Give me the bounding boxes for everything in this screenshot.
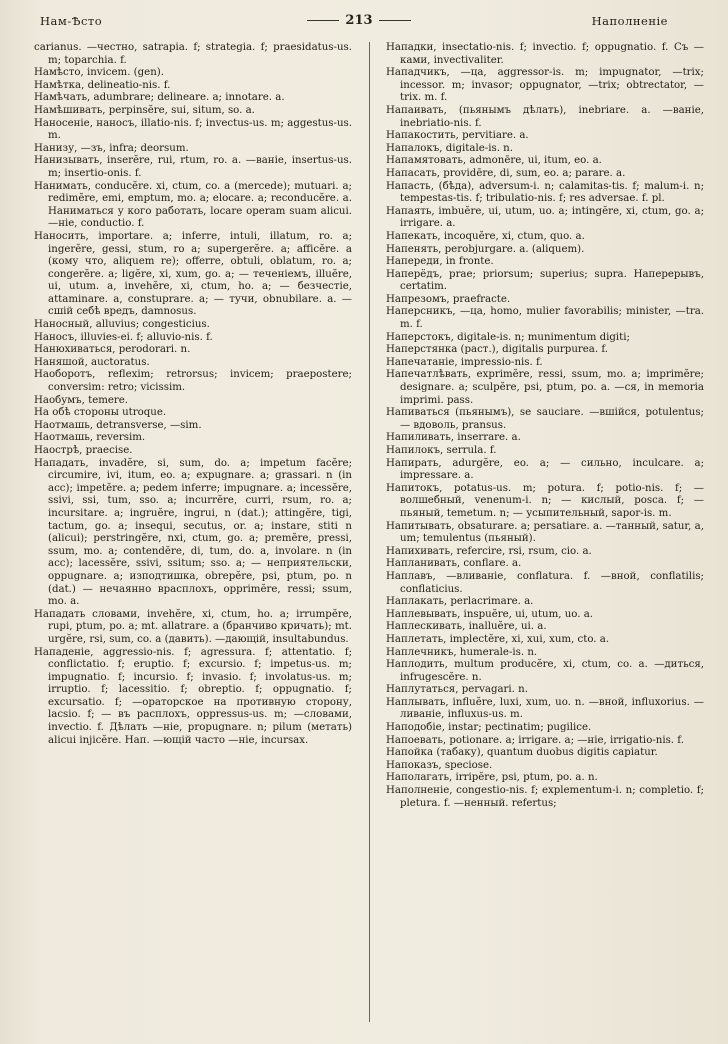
dictionary-entry: Намѣтка, delineatio-nis. f. <box>34 79 171 91</box>
dictionary-entry: Намѣсто, invicem. (gen). <box>34 67 164 79</box>
dictionary-entry: Напалокъ, digitale-is. n. <box>386 142 513 154</box>
dictionary-entry: Наносить, importare. a; inferre, intuli, illatum, ro. a; ingerĕre, gessi, stum, ro a; supergerĕre. a; afficĕre. a (кому что, aliquem re); offerre, obtuli, oblatum, ro. a; congerĕre. a; ligĕre, xi, xum, go. a; — теченіемъ, illuĕre, ui, utum. a, invehĕre, xi, ctum, ho. a; — безчестіе, attaminare. a, constuprare. a; — тучи, obnubilare. a. —сшій себѣ вредъ, damnosus. <box>34 230 352 318</box>
dictionary-entry: Напекать, incoquĕre, xi, ctum, quo. a. <box>386 230 585 242</box>
dictionary-entry: Напирать, adurgĕre, eo. a; — сильно, inculcare. a; impressare. a. <box>386 457 704 482</box>
dictionary-entry: Напаивать, (пьянымъ дѣлать), inebriare. a. —ваніе, inebriatio-nis. f. <box>386 104 704 129</box>
dictionary-entry: Напенять, perobjurgare. a. (aliquem). <box>386 243 585 255</box>
right-column <box>386 42 704 810</box>
dictionary-entry: Напланивать, conflare. a. <box>386 558 522 570</box>
column-divider <box>369 42 370 1022</box>
page-number: 213 <box>30 13 688 28</box>
dictionary-entry: Напоказъ, speciose. <box>386 759 493 771</box>
dictionary-entry: Наплескивать, inalluĕre, ui. a. <box>386 621 547 633</box>
dictionary-entry: Напамятовать, admonēre, ui, itum, eo. a. <box>386 155 602 167</box>
dictionary-entry: Напоевать, potionare. a; irrigare. a; —ніе, irrigatio-nis. f. <box>386 734 684 746</box>
dictionary-entry: Нанимать, conducĕre. xi, ctum, co. a (mercede); mutuari. a; redimĕre, emi, emptum, mo. a; elocare. a; reconducĕre. a. Наниматься у кого работать, locare operam suam alicui. —ніе, conductio. f. <box>34 180 352 230</box>
dictionary-entry: Наперстокъ, digitale-is. n; munimentum digiti; <box>386 331 630 343</box>
dictionary-entry: Напойка (табаку), quantum duobus digitis capiatur. <box>386 747 658 759</box>
header-catchword-right: Наполненіе <box>591 14 668 28</box>
dictionary-entry: Наносъ, illuvies-ei. f; alluvio-nis. f. <box>34 331 213 343</box>
dictionary-entry: Намѣшивать, perpinsĕre, sui, situm, so. a. <box>34 104 255 116</box>
dictionary-entry: Напихивать, refercire, rsi, rsum, cio. a. <box>386 545 592 557</box>
dictionary-entry: Нападки, insectatio-nis. f; invectio. f; oppugnatio. f. Съ —ками, invectivaliter. <box>386 42 704 66</box>
dictionary-entry: Наняшой, auctoratus. <box>34 356 150 368</box>
dictionary-entry: Нанизывать, inserĕre, rui, rtum, ro. a. —ваніе, insertus-us. m; insertio-onis. f. <box>34 155 352 179</box>
dictionary-entry: Наполненіе, congestio-nis. f; explementum-i. n; completio. f; pletura. f. —ненный. refertus; <box>386 785 704 809</box>
dictionary-entry: Наполагать, irripĕre, psi, ptum, po. a. n. <box>386 772 598 784</box>
dictionary-entry: Напитокъ, potatus-us. m; potura. f; potio-nis. f; — волшебный, venenum-i. n; — кислый, posca. f; — пьяный, temetum. n; — усыпительный, sapor-is. m. <box>386 482 704 519</box>
header-catchword-left: Нам-Ѣсто <box>40 14 103 28</box>
dictionary-entry: Наплутаться, pervagari. n. <box>386 684 528 696</box>
dictionary-entry: Намѣчать, adumbrare; delineare. a; innotare. a. <box>34 92 285 104</box>
dictionary-entry: Нанизу, —зъ, infra; deorsum. <box>34 142 189 154</box>
dictionary-entry: Наплетать, implectĕre, xi, xui, xum, cto. a. <box>386 633 610 645</box>
dictionary-entry: carianus. —честно, satrapia. f; strategia. f; praesidatus-us. m; toparchia. f. <box>34 42 352 66</box>
dictionary-entry: Нападчикъ, —ца, aggressor-is. m; impugnator, —trix; incessor. m; invasor; oppugnator, —trix; obtrectator, —trix. m. f. <box>386 67 704 104</box>
dictionary-entry: Напасть, (бѣда), adversum-i. n; calamitas-tis. f; malum-i. n; tempestas-tis. f; tribulatio-nis. f; res adversae. f. pl. <box>386 180 704 205</box>
dictionary-entry: Напрезомъ, praefracte. <box>386 293 511 305</box>
dictionary-entry: Нападать словами, invehĕre, xi, ctum, ho. a; irrumpĕre, rupi, ptum, po. a; mt. allatrare. a (бранчиво кричать); mt. urgĕre, rsi, sum, co. a (давить). —дающій, insultabundus. <box>34 608 352 645</box>
dictionary-entry: Напаять, imbuĕre, ui, utum, uo. a; intingĕre, xi, ctum, go. a; irrigare. a. <box>386 205 704 230</box>
dictionary-entry: Нанюхиваться, perodorari. n. <box>34 344 191 356</box>
page-header <box>30 14 688 34</box>
dictionary-entry: Наоборотъ, reflexim; retrorsus; invicem; praepostere; conversim: retro; vicissim. <box>34 369 352 394</box>
dictionary-entry: Наплевывать, inspuĕre, ui, utum, uo. a. <box>386 608 594 620</box>
dictionary-entry: Напиваться (пьянымъ), se sauciare. —вшійся, potulentus; — вдоволь, pransus. <box>386 407 704 431</box>
dictionary-entry: Наплодить, multum producĕre, xi, ctum, co. a. —диться, infrugescĕre. n. <box>386 659 704 683</box>
dictionary-entry: Наперсникъ, —ца, homo, mulier favorabilis; minister, —tra. m. f. <box>386 306 704 331</box>
dictionary-entry: Напиливать, inserrare. a. <box>386 432 521 444</box>
dictionary-entry: Наносный, alluvius; congesticius. <box>34 319 210 331</box>
dictionary-entry: Наострѣ, praecise. <box>34 445 133 456</box>
dictionary-entry: Наплакать, perlacrimare. a. <box>386 596 534 608</box>
dictionary-entry: Наотмашь, detransverse, —sim. <box>34 419 202 431</box>
dictionary-entry: Наотмашь, reversim. <box>34 432 146 444</box>
dictionary-entry: Наперстянка (раст.), digitalis purpurea. f. <box>386 344 608 356</box>
dictionary-entry: Наносеніе, наносъ, illatio-nis. f; invectus-us. m; aggestus-us. m. <box>34 117 352 142</box>
dictionary-entry: Напечатлѣвать, exprimĕre, ressi, ssum, mo. a; imprimĕre; designare. a; sculpĕre, psi, ptum, po. a. —ся, in memoria imprimi. pass. <box>386 369 704 406</box>
dictionary-entry: Наплавъ, —вливаніе, conflatura. f. —вной, conflatilis; conflaticius. <box>386 570 704 595</box>
dictionary-entry: Напечатаніе, impressio-nis. f. <box>386 356 543 368</box>
dictionary-entry: Наплечникъ, humerale-is. n. <box>386 646 538 658</box>
dictionary-entry: Наплывать, influĕre, luxi, xum, uo. n. —вной, influxorius. —ливаніе, influxus-us. m. <box>386 696 704 721</box>
left-column <box>34 42 352 747</box>
dictionary-entry: Напитывать, obsaturare. a; persatiare. a. —танный, satur, a, um; temulentus (пьяный). <box>386 520 704 545</box>
dictionary-entry: Наподобіе, instar; pectinatim; pugilice. <box>386 722 592 734</box>
dictionary-entry: Напереди, in fronte. <box>386 256 494 268</box>
dictionary-entry: Наперёдъ, prae; priorsum; superius; supra. Наперерывъ, certatim. <box>386 268 704 293</box>
dictionary-entry: Наобумъ, temere. <box>34 394 129 406</box>
dictionary-entry: На обѣ стороны utroque. <box>34 407 167 419</box>
dictionary-entry: Нападеніе, aggressio-nis. f; agressura. f; attentatio. f; conflictatio. f; eruptio. f; excursio. f; impetus-us. m; impugnatio. f; incursio. f; invasio. f; involatus-us. m; irruptio. f; lacessitio. f; obreptio. f; oppugnatio. f; excursatio. f; —ораторское на противную сторону, lacsio. f; — въ расплохъ, oppressus-us. m; —словами, invectio. f. Дѣлать —ніе, propugnare. n; pilum (метать) alicui injicĕre. Нап. —ющій часто —ніе, incursax. <box>34 646 352 746</box>
dictionary-entry: Нападать, invadĕre, si, sum, do. a; impetum facĕre; circumire, ivi, itum, eo. a; expugnare. a; grassari. n (in acc); impetĕre. a; pedem inferre; impugnare. a; incessĕre, ssivi, ssi, tum, sso. a; incurrĕre, curri, rsum, ro. a; incursitare. a; ingruĕre, ingrui, n (dat.); attingĕre, tigi, tactum, go. a; insequi, secutus, or. a; instare, stiti n (alicui); perstringĕre, nxi, ctum, go. a; premĕre, pressi, ssum, mo. a; contendĕre, di, tum, do. a, involare. n (in acc); lacessĕre, ssivi, ssitum; sso. a; — неприятельски, oppugnare. a; изподтишка, obrepĕre, psi, ptum, po. n (dat.) — нечаянно врасплохъ, opprimĕre, ressi; ssum, mo. a. <box>34 457 352 608</box>
dictionary-entry: Напасать, providēre, di, sum, eo. a; parare. a. <box>386 167 626 179</box>
dictionary-entry: Напилокъ, serrula. f. <box>386 445 497 456</box>
dictionary-entry: Напакостить, pervitiare. a. <box>386 130 529 142</box>
